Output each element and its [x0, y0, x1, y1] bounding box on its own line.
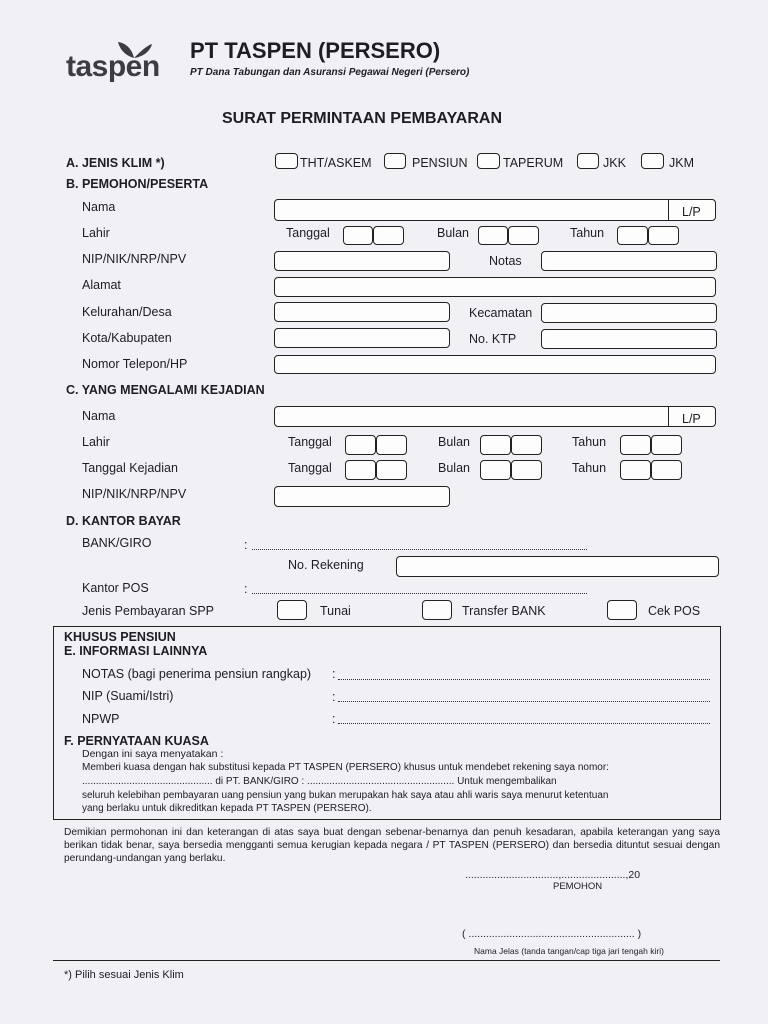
- checkbox-tunai[interactable]: [277, 600, 307, 620]
- colon-e-npwp: :: [332, 712, 336, 726]
- input-b-alamat[interactable]: [274, 277, 716, 297]
- checkbox-tht-askem[interactable]: [275, 153, 298, 169]
- f-line-4: seluruh kelebihan pembayaran uang pensiun yang bukan merupakan hak saya atau ahli waris saya menurut ketentuan: [82, 790, 609, 801]
- input-c-bulan-2[interactable]: [511, 435, 542, 455]
- logo: [66, 36, 176, 86]
- checkbox-taperum[interactable]: [477, 153, 500, 169]
- input-c-nama[interactable]: [274, 406, 716, 427]
- checkbox-pensiun[interactable]: [384, 153, 406, 169]
- label-c-tanggal-k: Tanggal: [288, 461, 332, 475]
- label-b-lahir: Lahir: [82, 226, 110, 240]
- input-b-tahun-2[interactable]: [648, 226, 679, 245]
- colon-d-pos: :: [244, 582, 248, 596]
- option-jkk: JKK: [603, 156, 626, 170]
- label-b-alamat: Alamat: [82, 278, 121, 292]
- label-c-nama: Nama: [82, 409, 116, 423]
- company-subtitle: PT Dana Tabungan dan Asuransi Pegawai Negeri (Persero): [190, 67, 470, 78]
- lp-divider: [668, 199, 669, 221]
- label-c-tanggal-kejadian: Tanggal Kejadian: [82, 461, 178, 475]
- input-c-kejadian-tanggal-1[interactable]: [345, 460, 376, 480]
- f-line-1: Dengan ini saya menyatakan :: [82, 748, 224, 760]
- colon-e-notas: :: [332, 667, 336, 681]
- logo-text: taspen: [66, 50, 160, 83]
- f-line-3: ............................................... di PT. BANK/GIRO : ..................................................... Untuk mengembalikan: [82, 776, 557, 787]
- label-b-kota: Kota/Kabupaten: [82, 331, 172, 345]
- option-cek-pos: Cek POS: [648, 604, 701, 618]
- company-name: PT TASPEN (PERSERO): [190, 38, 441, 63]
- input-c-nip[interactable]: [274, 486, 450, 507]
- input-b-tanggal-1[interactable]: [343, 226, 373, 245]
- input-b-bulan-2[interactable]: [508, 226, 539, 245]
- input-b-ktp[interactable]: [541, 329, 717, 349]
- input-c-kejadian-tahun-2[interactable]: [651, 460, 682, 480]
- checkbox-jkk[interactable]: [577, 153, 599, 169]
- label-b-telepon: Nomor Telepon/HP: [82, 357, 188, 371]
- line-e-nip[interactable]: [338, 701, 710, 702]
- label-d-bank: BANK/GIRO: [82, 536, 152, 550]
- signature-date-line[interactable]: ................................,......................,20: [465, 869, 641, 881]
- line-d-pos[interactable]: [252, 593, 587, 594]
- input-c-bulan-1[interactable]: [480, 435, 511, 455]
- section-f-label: F. PERNYATAAN KUASA: [64, 734, 209, 748]
- label-c-bulan: Bulan: [438, 435, 470, 449]
- form-title: SURAT PERMINTAAN PEMBAYARAN: [222, 110, 503, 127]
- option-jkm: JKM: [669, 156, 694, 170]
- label-b-ktp: No. KTP: [469, 332, 517, 346]
- label-d-pos: Kantor POS: [82, 581, 149, 595]
- input-b-nip[interactable]: [274, 251, 450, 271]
- signature-pemohon: PEMOHON: [553, 881, 603, 892]
- colon-e-nip: :: [332, 690, 336, 704]
- label-b-kelurahan: Kelurahan/Desa: [82, 305, 172, 319]
- label-b-kecamatan: Kecamatan: [469, 306, 533, 320]
- label-e-nip: NIP (Suami/Istri): [82, 689, 174, 703]
- signature-caption: Nama Jelas (tanda tangan/cap tiga jari tengah kiri): [474, 946, 664, 956]
- input-c-tahun-2[interactable]: [651, 435, 682, 455]
- input-b-notas[interactable]: [541, 251, 717, 271]
- section-b-label: B. PEMOHON/PESERTA: [66, 177, 209, 191]
- input-c-kejadian-tahun-1[interactable]: [620, 460, 651, 480]
- footer-divider: [53, 960, 720, 961]
- option-transfer-bank: Transfer BANK: [462, 604, 546, 618]
- label-c-tahun-k: Tahun: [572, 461, 607, 475]
- label-c-tanggal: Tanggal: [288, 435, 332, 449]
- label-b-notas: Notas: [489, 254, 522, 268]
- input-c-tanggal-2[interactable]: [376, 435, 407, 455]
- section-e-label: E. INFORMASI LAINNYA: [64, 644, 208, 658]
- checkbox-cek-pos[interactable]: [607, 600, 637, 620]
- line-e-notas[interactable]: [338, 679, 710, 680]
- label-e-notas: NOTAS (bagi penerima pensiun rangkap): [82, 667, 312, 681]
- input-b-bulan-1[interactable]: [478, 226, 508, 245]
- checkbox-transfer-bank[interactable]: [422, 600, 452, 620]
- option-pensiun: PENSIUN: [412, 156, 468, 170]
- label-b-tahun: Tahun: [570, 226, 605, 240]
- input-c-tanggal-1[interactable]: [345, 435, 376, 455]
- label-b-nama: Nama: [82, 200, 116, 214]
- input-c-kejadian-tanggal-2[interactable]: [376, 460, 407, 480]
- line-d-bank[interactable]: [252, 549, 587, 550]
- input-b-nama[interactable]: [274, 199, 716, 221]
- pensiun-title: KHUSUS PENSIUN: [64, 630, 176, 644]
- label-b-bulan: Bulan: [437, 226, 469, 240]
- input-b-kota[interactable]: [274, 328, 450, 348]
- input-d-rekening[interactable]: [396, 556, 719, 577]
- label-c-lahir: Lahir: [82, 435, 110, 449]
- label-d-rekening: No. Rekening: [288, 558, 364, 572]
- label-c-bulan-k: Bulan: [438, 461, 470, 475]
- section-d-label: D. KANTOR BAYAR: [66, 514, 181, 528]
- option-tunai: Tunai: [320, 604, 351, 618]
- section-a-label: A. JENIS KLIM *): [66, 156, 165, 170]
- lp-divider: [668, 406, 669, 427]
- f-line-2: Memberi kuasa dengan hak substitusi kepada PT TASPEN (PERSERO) khusus untuk mendebet rekening saya nomor:: [82, 762, 609, 773]
- option-tht-askem: THT/ASKEM: [300, 156, 372, 170]
- footnote: *) Pilih sesuai Jenis Klim: [64, 969, 184, 981]
- input-c-kejadian-bulan-1[interactable]: [480, 460, 511, 480]
- input-b-kelurahan[interactable]: [274, 302, 450, 322]
- label-e-npwp: NPWP: [82, 712, 120, 726]
- input-b-tahun-1[interactable]: [617, 226, 648, 245]
- label-b-lp: L/P: [682, 205, 701, 219]
- signature-name-line[interactable]: ( ......................................................... ): [462, 928, 642, 940]
- input-b-kecamatan[interactable]: [541, 303, 717, 323]
- label-b-tanggal: Tanggal: [286, 226, 330, 240]
- checkbox-jkm[interactable]: [641, 153, 664, 169]
- input-b-tanggal-2[interactable]: [373, 226, 404, 245]
- f-line-5: yang berlaku untuk dikreditkan kepada PT TASPEN (PERSERO).: [82, 803, 372, 814]
- label-d-jenis: Jenis Pembayaran SPP: [82, 604, 215, 618]
- input-c-tahun-1[interactable]: [620, 435, 651, 455]
- colon-d-bank: :: [244, 538, 248, 552]
- input-c-kejadian-bulan-2[interactable]: [511, 460, 542, 480]
- label-c-lp: L/P: [682, 412, 701, 426]
- input-b-telepon[interactable]: [274, 355, 716, 374]
- label-c-nip: NIP/NIK/NRP/NPV: [82, 487, 187, 501]
- label-c-tahun: Tahun: [572, 435, 607, 449]
- line-e-npwp[interactable]: [338, 723, 710, 724]
- section-c-label: C. YANG MENGALAMI KEJADIAN: [66, 383, 265, 397]
- label-b-nip: NIP/NIK/NRP/NPV: [82, 252, 187, 266]
- option-taperum: TAPERUM: [503, 156, 564, 170]
- closing-paragraph: Demikian permohonan ini dan keterangan di atas saya buat dengan sebenar-benarnya dan penuh kesadaran, apabila keterangan yang saya berikan tidak benar, saya bersedia mengganti semua kerugian kepada negara / PT TASPEN (PERSERO) dan bersedia dituntut sesuai dengan perundang-undangan yang berlaku.: [64, 827, 720, 864]
